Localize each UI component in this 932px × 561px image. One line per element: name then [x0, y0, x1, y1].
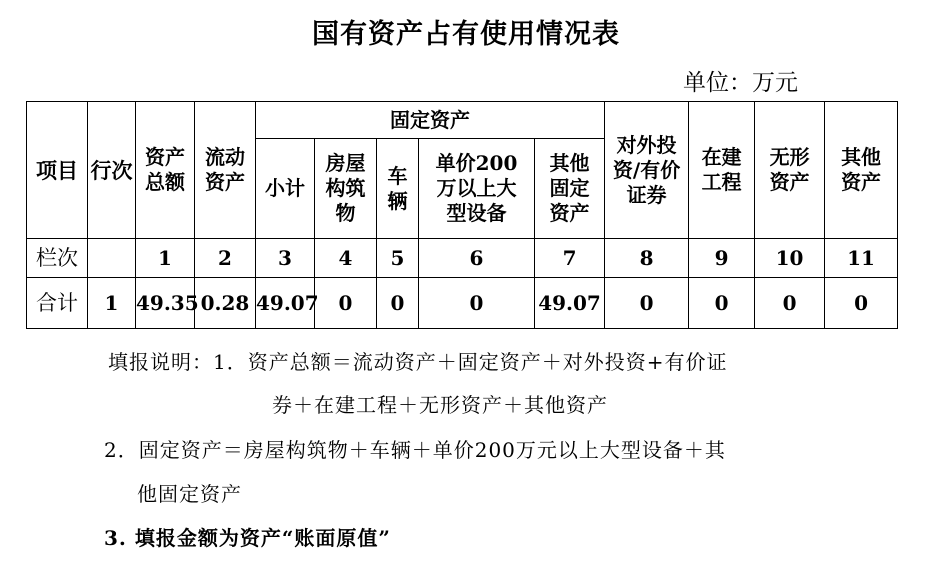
- header-vehicles: 车辆: [377, 139, 419, 239]
- total-value-cell: 0: [315, 278, 377, 329]
- total-value-cell: 0: [689, 278, 755, 329]
- header-current-assets: 流动资产: [195, 102, 256, 239]
- total-value-cell: 0: [419, 278, 535, 329]
- total-row-no: 1: [88, 278, 136, 329]
- note-line: 他固定资产: [137, 482, 242, 506]
- column-index-row-no: [88, 239, 136, 278]
- total-value-cell: 0: [755, 278, 825, 329]
- header-row-no: 行次: [88, 102, 136, 239]
- header-construction: 在建工程: [689, 102, 755, 239]
- note-line: 填报说明：1．资产总额＝流动资产＋固定资产＋对外投资+有价证: [108, 350, 728, 374]
- total-value-cell: 0: [825, 278, 898, 329]
- column-index-cell: 10: [755, 239, 825, 278]
- total-value-cell: 0: [605, 278, 689, 329]
- header-fixed-assets: 固定资产: [256, 102, 605, 139]
- header-item: 项目: [27, 102, 88, 239]
- column-index-cell: 9: [689, 239, 755, 278]
- total-value-cell: 49.07: [256, 278, 315, 329]
- column-index-cell: 3: [256, 239, 315, 278]
- header-buildings: 房屋构筑物: [315, 139, 377, 239]
- column-index-cell: 4: [315, 239, 377, 278]
- header-subtotal: 小计: [256, 139, 315, 239]
- column-index-cell: 8: [605, 239, 689, 278]
- note-line: 2．固定资产＝房屋构筑物＋车辆＋单价200万元以上大型设备＋其: [104, 438, 726, 462]
- header-investment: 对外投资/有价证券: [605, 102, 689, 239]
- column-index-cell: 11: [825, 239, 898, 278]
- total-value-cell: 0: [377, 278, 419, 329]
- column-index-cell: 1: [136, 239, 195, 278]
- asset-table: [26, 101, 898, 329]
- page-title: 国有资产占有使用情况表: [312, 19, 620, 50]
- unit-label: 单位：万元: [683, 70, 798, 96]
- header-large-equipment: 单价200万以上大型设备: [419, 139, 535, 239]
- column-index-cell: 6: [419, 239, 535, 278]
- column-index-cell: 2: [195, 239, 256, 278]
- note-line: 3. 填报金额为资产“账面原值”: [104, 526, 391, 550]
- total-value-cell: 49.07: [535, 278, 605, 329]
- column-index-cell: 7: [535, 239, 605, 278]
- total-value-cell: 0.28: [195, 278, 256, 329]
- column-index-cell: 5: [377, 239, 419, 278]
- header-total-assets: 资产总额: [136, 102, 195, 239]
- header-other-fixed: 其他固定资产: [535, 139, 605, 239]
- column-index-label: 栏次: [27, 239, 88, 278]
- header-intangible: 无形资产: [755, 102, 825, 239]
- note-line: 券＋在建工程＋无形资产＋其他资产: [272, 393, 608, 417]
- total-row-label: 合计: [27, 278, 88, 329]
- total-value-cell: 49.35: [136, 278, 195, 329]
- header-other-assets: 其他资产: [825, 102, 898, 239]
